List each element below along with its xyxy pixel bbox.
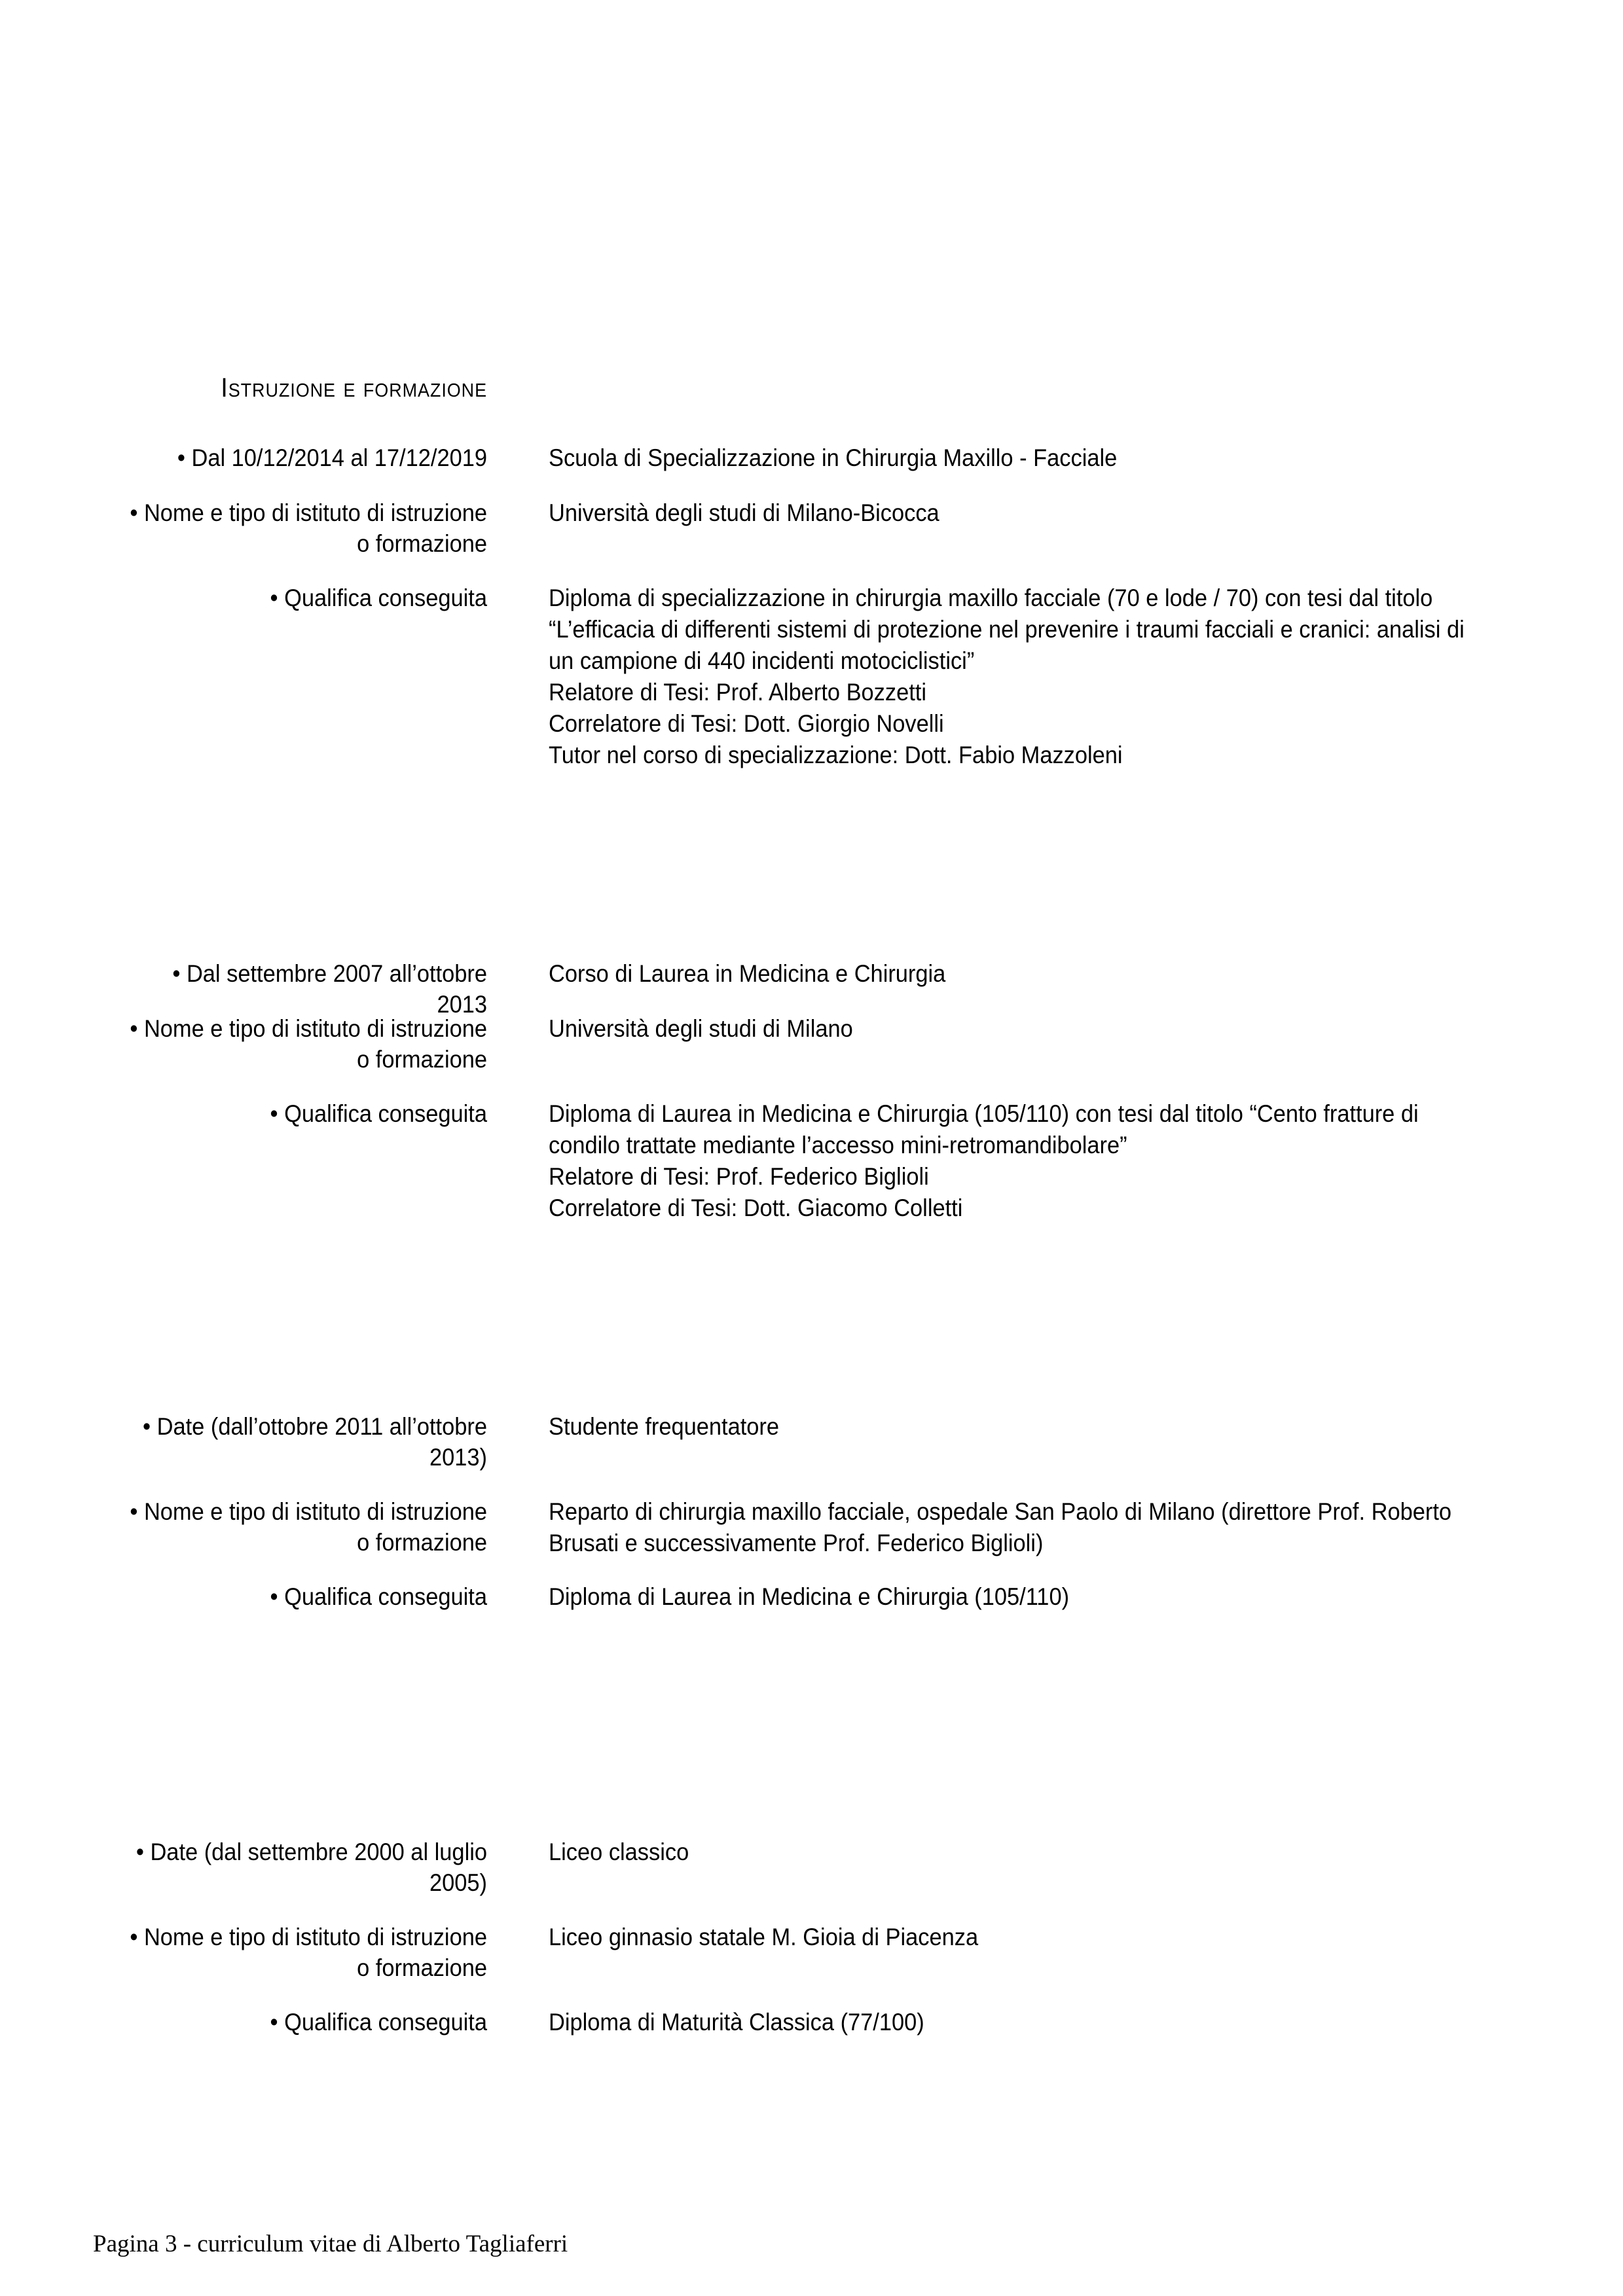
qualification-label: • Qualifica conseguita <box>270 2009 487 2036</box>
date-value: Liceo classico <box>549 1839 689 1865</box>
date-value: Corso di Laurea in Medicina e Chirurgia <box>549 960 946 987</box>
page-footer: Pagina 3 - curriculum vitae di Alberto Tagliaferri <box>93 2231 568 2257</box>
qualification-line: Relatore di Tesi: Prof. Alberto Bozzetti <box>549 679 926 706</box>
institute-value: Liceo ginnasio statale M. Gioia di Piacenza <box>549 1924 979 1950</box>
institute-value: Università degli studi di Milano <box>549 1015 853 1042</box>
qualification-label: • Qualifica conseguita <box>270 1100 487 1127</box>
institute-value: Reparto di chirurgia maxillo facciale, ospedale San Paolo di Milano (direttore Prof. Roberto Brusati e successivamente Prof. Federico Biglioli) <box>549 1498 1452 1556</box>
date-label: • Date (dall’ottobre 2011 all’ottobre 2013) <box>143 1413 488 1471</box>
qualification-line: Diploma di Laurea in Medicina e Chirurgia (105/110) con tesi dal titolo “Cento fratture di condilo trattate mediante l’accesso mini-retromandibolare” <box>549 1100 1419 1158</box>
qualification-line: Diploma di Laurea in Medicina e Chirurgia (105/110) <box>549 1583 1070 1610</box>
institute-label: • Nome e tipo di istituto di istruzione o formazione <box>130 1924 488 1981</box>
qualification-value <box>549 1581 1468 1613</box>
institute-label: • Nome e tipo di istituto di istruzione o formazione <box>130 1498 488 1556</box>
section-title: Istruzione e formazione <box>221 372 487 403</box>
date-label: • Date (dal settembre 2000 al luglio 2005) <box>136 1839 488 1896</box>
qualification-value <box>549 1098 1468 1224</box>
qualification-line: Correlatore di Tesi: Dott. Giacomo Colletti <box>549 1194 963 1221</box>
qualification-line: Correlatore di Tesi: Dott. Giorgio Novelli <box>549 710 944 737</box>
institute-label: • Nome e tipo di istituto di istruzione o formazione <box>130 1015 488 1073</box>
qualification-line: Tutor nel corso di specializzazione: Dott. Fabio Mazzoleni <box>549 742 1123 768</box>
institute-label: • Nome e tipo di istituto di istruzione o formazione <box>130 499 488 557</box>
qualification-value <box>549 583 1468 771</box>
qualification-label: • Qualifica conseguita <box>270 1583 487 1610</box>
qualification-line: Diploma di specializzazione in chirurgia maxillo facciale (70 e lode / 70) con tesi dal titolo “L’efficacia di differenti sistemi di protezione nel prevenire i traumi facciali e cranici: analisi di un campione di 440 incidenti motociclistici” <box>549 584 1465 674</box>
date-label: • Dal settembre 2007 all’ottobre 2013 <box>172 960 487 1018</box>
institute-value: Università degli studi di Milano-Bicocca <box>549 499 939 526</box>
qualification-label: • Qualifica conseguita <box>270 584 487 611</box>
date-value: Studente frequentatore <box>549 1413 780 1440</box>
date-value: Scuola di Specializzazione in Chirurgia Maxillo - Facciale <box>549 444 1118 471</box>
qualification-value <box>549 2007 1468 2038</box>
qualification-line: Relatore di Tesi: Prof. Federico Biglioli <box>549 1163 929 1190</box>
qualification-line: Diploma di Maturità Classica (77/100) <box>549 2009 924 2036</box>
date-label: • Dal 10/12/2014 al 17/12/2019 <box>177 444 487 471</box>
